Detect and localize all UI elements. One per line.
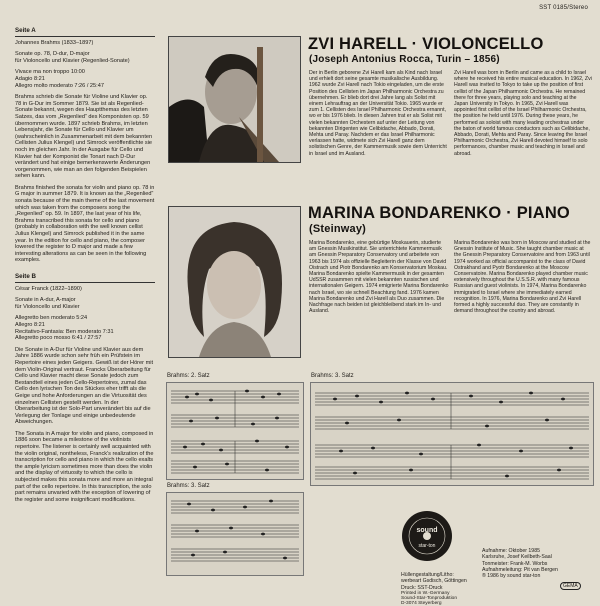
side-b-line: Allegretto ben moderato 5:24 [15, 315, 88, 322]
credits-print [401, 591, 481, 606]
left-column [15, 28, 155, 508]
side-b-tracklist [15, 286, 155, 342]
bondarenko-english-bio: Marina Bondarenko was born in Moscow and studied at the Gnessin Institute of Music. She taught chamber music at the Gnessin Preparatory Conservatoire and from 1963 until 1974 worked as official accompanist to the class of David Ostrakhand and Pyotr Bondarenko at the Moscow Conservatoire. Marina Bondarenko played chamber music extensively throughout the U.S.S.R. with many famous Russian and guest violinists. In 1974, Marina Bondarenko immigrated to Israel where she immediately earned recognition. In 1976, Marina Bondarenko and Zvi Harell formed a highly successful duo. They are constantly in demand throughout the country and abroad. [454, 240, 591, 315]
side-b-line: Allegretto poco mosso 6:41 / 27:57 [15, 335, 102, 342]
side-a-tracklist [15, 40, 155, 90]
side-a-line: Vivace ma non troppo 10:00 [15, 69, 85, 76]
credit-line: Tonmeister: Frank-M. Worbs [482, 560, 548, 567]
credit-line: Karlsruhe, Josef Keilbeth-Saal [482, 554, 552, 561]
credit-line: Hüllengestaltung/Litho: [401, 572, 454, 578]
harell-name: ZVI HARELL · VIOLONCELLO [308, 35, 544, 53]
zvi-harell-photo [168, 36, 301, 163]
example-1-score [166, 382, 304, 480]
bondarenko-german-bio: Marina Bondarenko, eine gebürtige Moskauerin, studierte am Gnessin Musikinstitut. Sie unterrichtete Kammermusik am Gnessin Preparatory Conservatory und arbeitete von 1963 bis 1974 als offizielle Begleiterin der Klasse von David Oistrach und Piotr Bondarenko am Konservatorium Moskau. Marina Bondarenko spielte Kammermusik in der gesamten UdSSR zusammen mit vielen bekannten russischen und internationalen Geigern. 1974 emigrierte Marina Bondarenko nach Israel, wo sie schnell Beachtung fand. 1976 kamen Marina Bondarenko und Zvi Harell als Duo zusammen. Die Nachfrage nach beiden ist gleichbleibend stark im In- und Ausland. [309, 240, 449, 315]
franck-german-text: Die Sonate in A-Dur für Violine und Klavier aus dem Jahre 1886 wurde schon sehr früh ein Prüfstein im Repertoire eines jeden Geigers. Gewiß ist der Hörer mit dem Violin-Original vertraut. Francks Überarbeitung für Cello und Klavier macht diese Sonate jedoch zum Bestandteil eines jeden Cello-Repertoires, zumal das Cello den lyrischen Ton des Stückes eher trifft als die Geige und hohe Anforderungen an die Virtuosität des einzelnen Cellisten gestellt werden. In der Überarbeitung ist der Solo-Part unverändert bis auf die Verlegung der Tonlage und einige unbedeutende Abweichungen. [15, 346, 154, 426]
gema-badge: GEMA [560, 582, 581, 590]
side-b-line: Recitativo-Fantasia: Ben moderato 7:31 [15, 328, 114, 335]
example-2-score [310, 382, 594, 486]
side-b-line: Allegro 8:21 [15, 321, 45, 328]
logo-text-top: sound [416, 527, 438, 534]
catalog-number: SST 0185/Stereo [539, 5, 588, 11]
logo-text-bottom: star-ton [418, 543, 436, 549]
side-a-line: Allegro molto moderato 7:26 / 25:47 [15, 82, 104, 89]
example-2-label: Brahms: 3. Satz [311, 373, 354, 379]
credit-line: ® 1986 by sound star-ton [482, 573, 541, 580]
marina-bondarenko-photo [168, 206, 301, 358]
credits-recording [482, 548, 592, 579]
credit-line: Printed in W.-Germany [401, 591, 450, 596]
credit-line: Aufnahmeleitung: Pit van Bergen [482, 566, 558, 573]
side-b-heading: Seite B [15, 274, 155, 283]
credit-line: Sound-Star-Tonproduktion [401, 596, 457, 601]
side-a-line: Adagio 8:21 [15, 75, 45, 82]
side-b-line: für Violoncello und Klavier [15, 303, 80, 310]
franck-english-text: The Sonata in A major for violin and piano, composed in 1886 soon became a milestone of the violinists repertoire. The listener is certainly well acquainted with the violin original, nontheless, Franck's realization of the transcription for cello and piano in which the cello exalts the ample lyricism sometimes more than does the violin and the display of virtuosity to which the cello is subjected makes this sonata more and more an integral part of the cello repertoire. In this transcription, the solo part remains unvaried with the exception of lowering of the register and some insignificant modifications. [15, 430, 154, 503]
credit-line: Aufnahme: Oktober 1985 [482, 548, 540, 554]
harell-german-bio: Der in Berlin geborene Zvi Harell kam als Kind nach Israel und erhielt dort seine gesamte musikalische Ausbildung. 1962 wurde Zvi Harell nach Tokio eingeladen, um die erste Position des Cellisten im Japan Philharmonic Orchestra zu übernehmen. Er blieb dort drei Jahre lang als Solist mit einem Lehrauftrag an der Universität Tokio. 1965 wurde er zum 1. Cellisten des Israel Philharmonic Orchestra ernannt, wo er bis 1976 blieb. In diesen Jahren trat er als Solist mit vielen bekannten Orchestern auf unter der Leitung von bekannten Dirigenten wie Celibidache, Abbado, Dorati, Mehta und Paray. Nachdem er das Israel Philharmonic verlassen hatte, widmete sich Zvi Harell ganz dem solistischen Genre, der Kammermusik sowie dem Unterricht in Israel und im Ausland. [309, 70, 447, 157]
side-a-line: für Violoncello und Klavier (Regenlied-Sonate) [15, 57, 130, 64]
brahms-german-text: Brahms schrieb die Sonate für Violine und Klavier op. 78 in G-Dur im Sommer 1879. Sie ist als Regenlied-Sonate bekannt, wegen des Hauptthemas des letzten Satzes, das vom „Regenlied“ des Komponisten op. 59 übernommen wurde. 1897 schrieb Brahms, im letzten Lebensjahr, die Sonate für Cello und Klavier um (wahrscheinlich in Zusammenarbeit mit dem bekannten Cellisten Julius Klengel) und Simrock veröffentlichte sie noch im gleichen Jahr. In der Ausgabe für Cello und Klavier hat der Komponist die Tonart nach D-Dur verändert und hat einige bemerkenswerte Änderungen vorgenommen, wie man an den folgenden Beispielen sehen kann. [15, 94, 153, 180]
example-3-label: Brahms: 3. Satz [167, 483, 210, 489]
side-b-line: Sonate in A-dur, A-major [15, 297, 76, 304]
side-a-line: Johannes Brahms (1833–1897) [15, 39, 94, 46]
credit-line: werbeart Gsdisch, Göttingen [401, 578, 467, 585]
brahms-english-text: Brahms finished the sonata for violin and piano op. 78 in G major in summer 1879. It is known as the „Regenlied“ sonata because of the main theme of the last movement which was taken from the composers song the „Regenlied“ op. 59. In 1897, the last year of his life, Brahms transcribed this sonata for cello and piano (probably in collaboration with the well known cellist Julius Klengel) and Simrock published it in the same year. In the edition for cello and piano, the composer lowered the register to D major and made a few interesting alterations as can be seen in the following examples. [15, 184, 155, 264]
side-a-line: Sonate op. 78, D-dur, D-major [15, 51, 90, 58]
example-1-label: Brahms: 2. Satz [167, 373, 210, 379]
bondarenko-instrument: (Steinway) [309, 223, 367, 235]
credit-line: Druck: SST-Druck [401, 584, 443, 591]
credit-line: D-3074 Steyerberg [401, 601, 442, 606]
harell-english-bio: Zvi Harell was born in Berlin and came as a child to Israel where he received his entire musical education. In 1962, Zvi Harell was invited to Tokyo to take up the position of first cellist of the Japan Philharmonic Orchestra. He remained there for three years, playing solo and teaching at the Japan University in Tokyo. In 1965, Zvi Harell was appointed first cellist of the Israel Philharmonic Orchestra, the position he held until 1976. During these years, he performed as soloist with many leading orchestras under the baton of world famous conductors such as Celibidache, Abbado, Dorati, Mehta and Paray. Since leaving the Israel Philharmonic Orchestra, Zvi Harell devoted himself to solo performances, chamber music and teaching in Israel and abroad. [454, 70, 592, 157]
side-b-line: César Franck (1822–1890) [15, 285, 82, 292]
example-3-score [166, 492, 304, 576]
sound-star-ton-logo [401, 510, 453, 562]
side-a-heading: Seite A [15, 28, 155, 37]
bondarenko-name: MARINA BONDARENKO · PIANO [308, 204, 570, 222]
harell-instrument: (Joseph Antonius Rocca, Turin – 1856) [309, 54, 500, 65]
